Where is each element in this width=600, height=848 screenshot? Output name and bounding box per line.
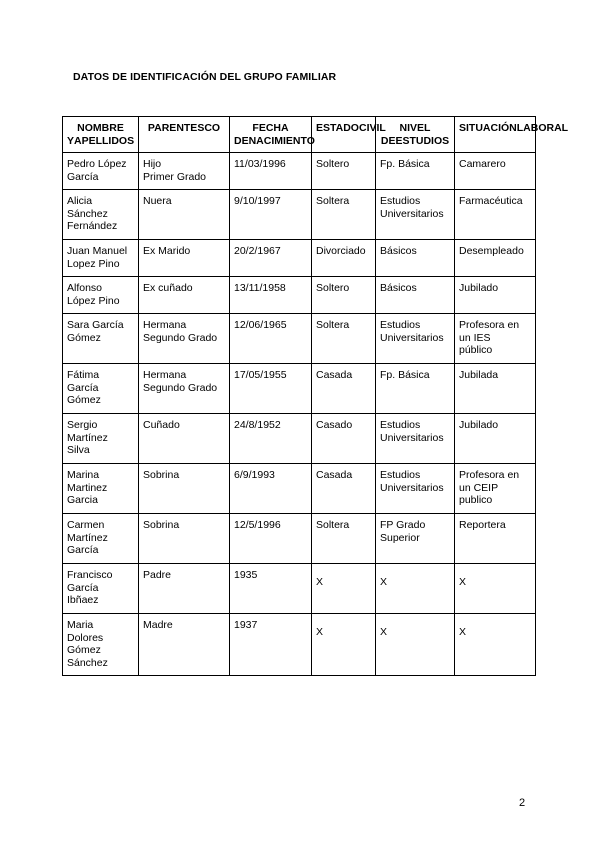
cell-fecha: 1937: [230, 614, 312, 676]
header-line: FECHA DE: [234, 122, 289, 147]
cell-estado: Soltero: [312, 153, 376, 190]
header-line: NOMBRE Y: [67, 122, 124, 147]
header-line: LABORAL: [516, 122, 569, 134]
cell-nombre: [63, 190, 139, 240]
cell-line: X: [380, 576, 388, 588]
cell-line: Fp. Básica: [380, 158, 430, 170]
cell-line: Gómez: [67, 331, 101, 344]
cell-line: Lopez Pino: [67, 257, 120, 270]
cell-line: Básicos: [380, 282, 417, 294]
cell-line: publico: [459, 494, 493, 506]
cell-line: Jubilado: [459, 282, 499, 294]
cell-line: Primer Grado: [143, 170, 207, 183]
col-estado-header: [312, 117, 386, 153]
cell-situacion: [455, 364, 536, 414]
cell-line: Jubilado: [459, 419, 499, 431]
cell-estudios: [376, 464, 455, 514]
header-line: SITUACIÓN: [459, 122, 517, 134]
cell-nombre: [63, 364, 139, 414]
cell-fecha: 9/10/1997: [230, 190, 312, 240]
cell-estudios: [376, 514, 455, 564]
cell-nombre: [63, 277, 139, 314]
cell-line: Fátima: [67, 369, 100, 381]
cell-line: Cuñado: [143, 419, 180, 431]
cell-fecha: 12/5/1996: [230, 514, 312, 564]
cell-line: Pedro López: [67, 158, 127, 170]
table-row: [63, 464, 536, 514]
cell-parentesco: [139, 464, 230, 514]
cell-parentesco: [139, 314, 230, 364]
table-body: [63, 153, 536, 676]
cell-line: FP Grado: [380, 519, 426, 531]
cell-line: Universitarios: [380, 431, 444, 444]
header-line: PARENTESCO: [147, 122, 221, 134]
table-row: [63, 514, 536, 564]
cell-line: Gómez: [67, 644, 101, 656]
cell-line: Gómez: [67, 394, 101, 406]
cell-fecha: 1935: [230, 564, 312, 614]
cell-line: Segundo Grado: [143, 381, 218, 394]
header-line: NACIMIENTO: [248, 134, 315, 147]
cell-line: Estudios: [380, 195, 421, 207]
cell-estado: Casado: [312, 414, 376, 464]
cell-situacion: [455, 240, 536, 277]
cell-line: Silva: [67, 444, 90, 456]
cell-nombre: [63, 153, 139, 190]
cell-line: Hermana: [143, 369, 187, 381]
cell-estado: Casada: [312, 364, 376, 414]
col-situacion-header: [455, 117, 569, 153]
cell-parentesco: [139, 614, 230, 676]
cell-estudios: [376, 240, 455, 277]
cell-estado: Soltero: [312, 277, 376, 314]
table-header-row: [63, 117, 536, 153]
cell-estudios: [376, 153, 455, 190]
cell-line: Universitarios: [380, 331, 444, 344]
cell-nombre: [63, 514, 139, 564]
cell-line: García: [67, 170, 99, 183]
cell-line: Sobrina: [143, 469, 180, 481]
cell-line: Ex Marido: [143, 245, 191, 257]
cell-situacion: [455, 614, 536, 676]
cell-fecha: 11/03/1996: [230, 153, 312, 190]
cell-nombre: [63, 564, 139, 614]
cell-parentesco: [139, 514, 230, 564]
table-row: [63, 240, 536, 277]
cell-nombre: [63, 314, 139, 364]
cell-line: García: [67, 581, 99, 594]
col-estudios-header: [376, 117, 455, 153]
col-nombre-header: [63, 117, 139, 153]
table-row: [63, 153, 536, 190]
cell-parentesco: [139, 414, 230, 464]
cell-nombre: [63, 464, 139, 514]
cell-line: Profesora en: [459, 319, 520, 331]
cell-fecha: 13/11/1958: [230, 277, 312, 314]
table-row: [63, 414, 536, 464]
cell-line: Madre: [143, 619, 173, 631]
cell-estudios: [376, 414, 455, 464]
cell-situacion: [455, 277, 536, 314]
cell-line: X: [459, 576, 467, 588]
cell-line: Fernández: [67, 220, 118, 232]
cell-nombre: [63, 240, 139, 277]
cell-situacion: [455, 464, 536, 514]
cell-parentesco: [139, 364, 230, 414]
cell-estudios: [376, 564, 455, 614]
cell-line: Sánchez: [67, 207, 108, 220]
cell-nombre: [63, 414, 139, 464]
cell-line: Martínez: [67, 431, 108, 444]
header-line: NIVEL DE: [380, 122, 431, 147]
cell-line: Alfonso: [67, 282, 103, 294]
table-row: [63, 277, 536, 314]
cell-line: López Pino: [67, 294, 120, 307]
cell-estado: X: [312, 614, 376, 676]
cell-line: Ibñaez: [67, 594, 99, 606]
cell-line: Fp. Básica: [380, 369, 430, 381]
cell-situacion: [455, 314, 536, 364]
cell-line: Padre: [143, 569, 172, 581]
cell-line: Estudios: [380, 319, 421, 331]
cell-line: Básicos: [380, 245, 417, 257]
cell-estudios: [376, 314, 455, 364]
cell-line: Estudios: [380, 469, 421, 481]
cell-situacion: [455, 153, 536, 190]
cell-line: Desempleado: [459, 245, 524, 257]
cell-line: un IES: [459, 331, 491, 344]
cell-parentesco: [139, 277, 230, 314]
cell-line: Dolores: [67, 631, 104, 644]
cell-line: Sánchez: [67, 656, 108, 669]
cell-line: Maria: [67, 619, 94, 631]
table-row: [63, 364, 536, 414]
cell-estado: Soltera: [312, 190, 376, 240]
header-line: ESTADO: [316, 122, 359, 134]
cell-line: García: [67, 544, 99, 556]
cell-line: Universitarios: [380, 481, 444, 494]
page-number: 2: [519, 797, 526, 809]
cell-estado: Soltera: [312, 514, 376, 564]
cell-line: Universitarios: [380, 207, 444, 220]
page-title: DATOS DE IDENTIFICACIÓN DEL GRUPO FAMILIAR: [73, 71, 337, 83]
header-line: APELLIDOS: [74, 134, 135, 147]
cell-line: Garcia: [67, 494, 98, 506]
cell-estado: Casada: [312, 464, 376, 514]
cell-line: Camarero: [459, 158, 506, 170]
cell-line: público: [459, 344, 493, 356]
cell-line: Sara García: [67, 319, 124, 331]
cell-line: Hermana: [143, 319, 187, 331]
cell-nombre: [63, 614, 139, 676]
cell-fecha: 6/9/1993: [230, 464, 312, 514]
cell-line: X: [380, 626, 388, 638]
header-line: CIVIL: [358, 122, 386, 134]
table-row: [63, 564, 536, 614]
cell-line: Marina: [67, 469, 100, 481]
cell-line: Ex cuñado: [143, 282, 193, 294]
cell-estado: Soltera: [312, 314, 376, 364]
cell-parentesco: [139, 153, 230, 190]
table-row: [63, 614, 536, 676]
cell-line: Sergio: [67, 419, 98, 431]
cell-line: X: [459, 626, 467, 638]
cell-line: Sobrina: [143, 519, 180, 531]
cell-parentesco: [139, 190, 230, 240]
family-table: [62, 116, 569, 676]
cell-line: Segundo Grado: [143, 331, 218, 344]
cell-estudios: [376, 614, 455, 676]
cell-line: Alicia: [67, 195, 93, 207]
cell-parentesco: [139, 240, 230, 277]
cell-line: Martínez: [67, 531, 108, 544]
cell-line: Carmen: [67, 519, 105, 531]
table-row: [63, 314, 536, 364]
cell-line: Juan Manuel: [67, 245, 128, 257]
cell-estudios: [376, 277, 455, 314]
table-row: [63, 190, 536, 240]
cell-fecha: 17/05/1955: [230, 364, 312, 414]
col-fecha-header: [230, 117, 315, 153]
cell-estudios: [376, 190, 455, 240]
cell-parentesco: [139, 564, 230, 614]
cell-line: Hijo: [143, 158, 162, 170]
cell-estado: X: [312, 564, 376, 614]
cell-line: Nuera: [143, 195, 172, 207]
cell-line: Estudios: [380, 419, 421, 431]
cell-estado: Divorciado: [312, 240, 376, 277]
col-parentesco-header: [139, 117, 230, 153]
cell-situacion: [455, 414, 536, 464]
cell-line: Farmacéutica: [459, 195, 523, 207]
cell-situacion: [455, 514, 536, 564]
cell-line: Francisco: [67, 569, 113, 581]
header-line: ESTUDIOS: [395, 134, 450, 147]
cell-line: Superior: [380, 531, 420, 544]
cell-fecha: 24/8/1952: [230, 414, 312, 464]
cell-line: García: [67, 381, 99, 394]
cell-line: un CEIP: [459, 481, 499, 494]
cell-situacion: [455, 564, 536, 614]
cell-line: Jubilada: [459, 369, 499, 381]
cell-line: Profesora en: [459, 469, 520, 481]
cell-estudios: [376, 364, 455, 414]
cell-fecha: 20/2/1967: [230, 240, 312, 277]
cell-situacion: [455, 190, 536, 240]
cell-line: Reportera: [459, 519, 506, 531]
cell-fecha: 12/06/1965: [230, 314, 312, 364]
cell-line: Martinez: [67, 481, 108, 494]
